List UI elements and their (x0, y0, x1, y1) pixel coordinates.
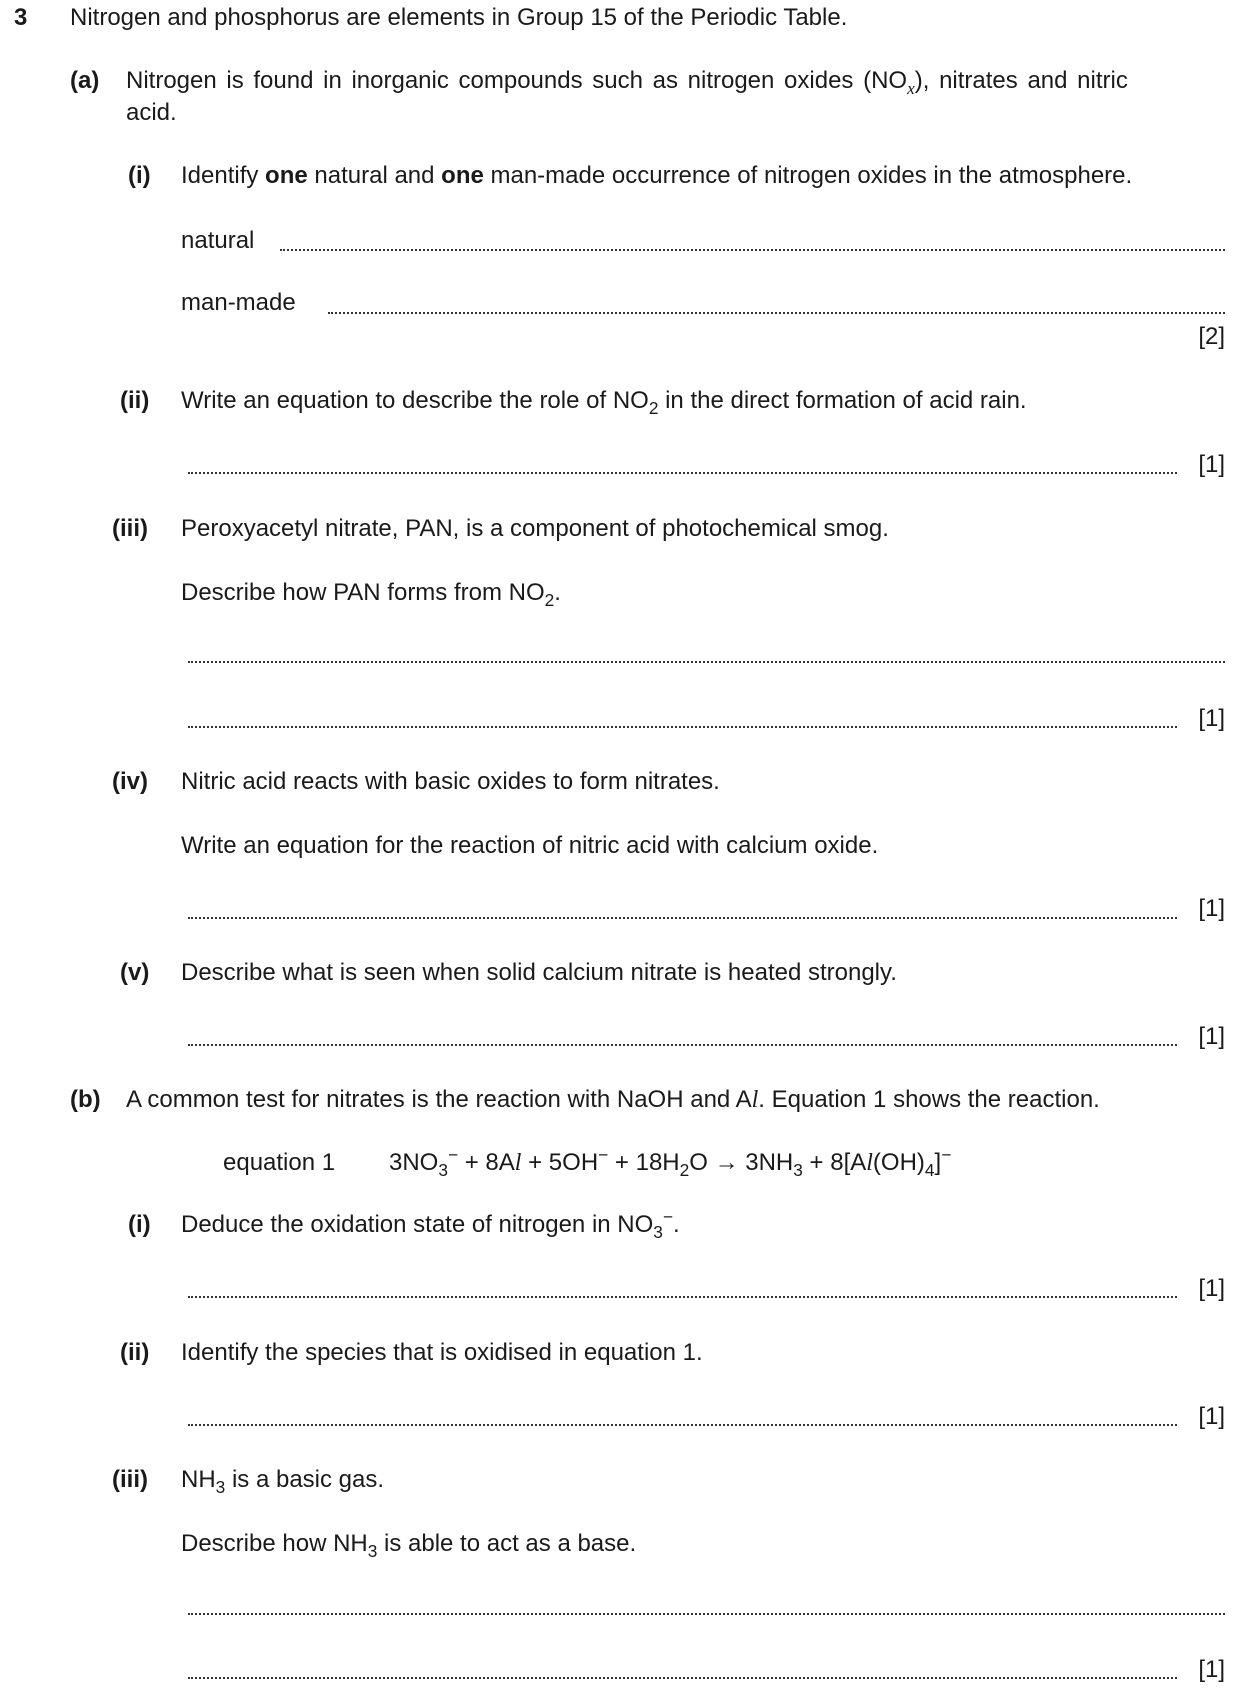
part-b-intro: A common test for nitrates is the reaction with NaOH and Al. Equation 1 shows the reaction. (126, 1086, 1100, 1113)
question-number: 3 (14, 4, 28, 31)
b-i-marks: [1] (1198, 1275, 1225, 1302)
a-iv-statement: Nitric acid reacts with basic oxides to form nitrates. (181, 768, 720, 795)
b-ii-marks: [1] (1198, 1403, 1225, 1430)
a-iii-answer-line-1[interactable] (188, 661, 1225, 663)
a-v-marks: [1] (1198, 1023, 1225, 1050)
b-i-question: Deduce the oxidation state of nitrogen in $NO_3^-$. (181, 1206, 680, 1243)
a-iv-question: Write an equation for the reaction of nitric acid with calcium oxide. (181, 832, 879, 859)
a-iii-label: (iii) (112, 515, 148, 542)
b-ii-answer-line[interactable] (188, 1424, 1177, 1426)
a-ii-label: (ii) (120, 387, 150, 414)
a-i-label: (i) (128, 162, 151, 189)
a-ii-question: Write an equation to describe the role of $NO_2$ in the direct formation of acid rain. (181, 387, 1027, 419)
manmade-label: man-made (181, 289, 296, 316)
a-v-label: (v) (120, 959, 150, 986)
b-iii-answer-line-2[interactable] (188, 1677, 1177, 1679)
a-v-answer-line[interactable] (188, 1044, 1177, 1046)
a-v-question: Describe what is seen when solid calcium nitrate is heated strongly. (181, 959, 897, 986)
b-i-label: (i) (128, 1211, 151, 1238)
b-iii-label: (iii) (112, 1466, 148, 1493)
a-i-marks: [2] (1198, 323, 1225, 350)
part-a-intro: Nitrogen is found in inorganic compounds such as nitrogen oxides $(NO_x)$, nitrates and nitric (126, 67, 1128, 99)
a-ii-marks: [1] (1198, 451, 1225, 478)
a-iii-marks: [1] (1198, 705, 1225, 732)
part-a-intro-line2: acid. (126, 99, 177, 126)
a-iii-statement: Peroxyacetyl nitrate, PAN, is a component of photochemical smog. (181, 515, 889, 542)
a-ii-answer-line[interactable] (188, 472, 1177, 474)
natural-label: natural (181, 227, 255, 254)
a-iii-answer-line-2[interactable] (188, 726, 1177, 728)
part-a-label: (a) (70, 67, 100, 94)
b-i-answer-line[interactable] (188, 1296, 1177, 1298)
a-iv-marks: [1] (1198, 895, 1225, 922)
question-intro: Nitrogen and phosphorus are elements in Group 15 of the Periodic Table. (70, 4, 848, 31)
b-ii-label: (ii) (120, 1339, 150, 1366)
b-iii-marks: [1] (1198, 1656, 1225, 1683)
a-iv-answer-line[interactable] (188, 917, 1177, 919)
natural-answer-line[interactable] (280, 249, 1225, 251)
b-iii-question: Describe how $NH_3$ is able to act as a base. (181, 1530, 637, 1562)
equation-label: equation 1 (223, 1149, 336, 1176)
b-iii-answer-line-1[interactable] (188, 1613, 1225, 1615)
b-iii-statement: $NH_3$ is a basic gas. (181, 1466, 385, 1498)
a-iii-question: Describe how PAN forms from $NO_2$. (181, 579, 561, 611)
equation-1: $3NO_3^- + 8Al + 5OH^- + 18H_2O \to 3NH_3 + 8[Al(OH)_4]^-$ (389, 1144, 952, 1181)
a-i-question: Identify one natural and one man-made occurrence of nitrogen oxides in the atmosphere. (181, 162, 1133, 189)
a-iv-label: (iv) (112, 768, 148, 795)
b-ii-question: Identify the species that is oxidised in equation 1. (181, 1339, 703, 1366)
manmade-answer-line[interactable] (328, 312, 1225, 314)
part-b-label: (b) (70, 1086, 101, 1113)
